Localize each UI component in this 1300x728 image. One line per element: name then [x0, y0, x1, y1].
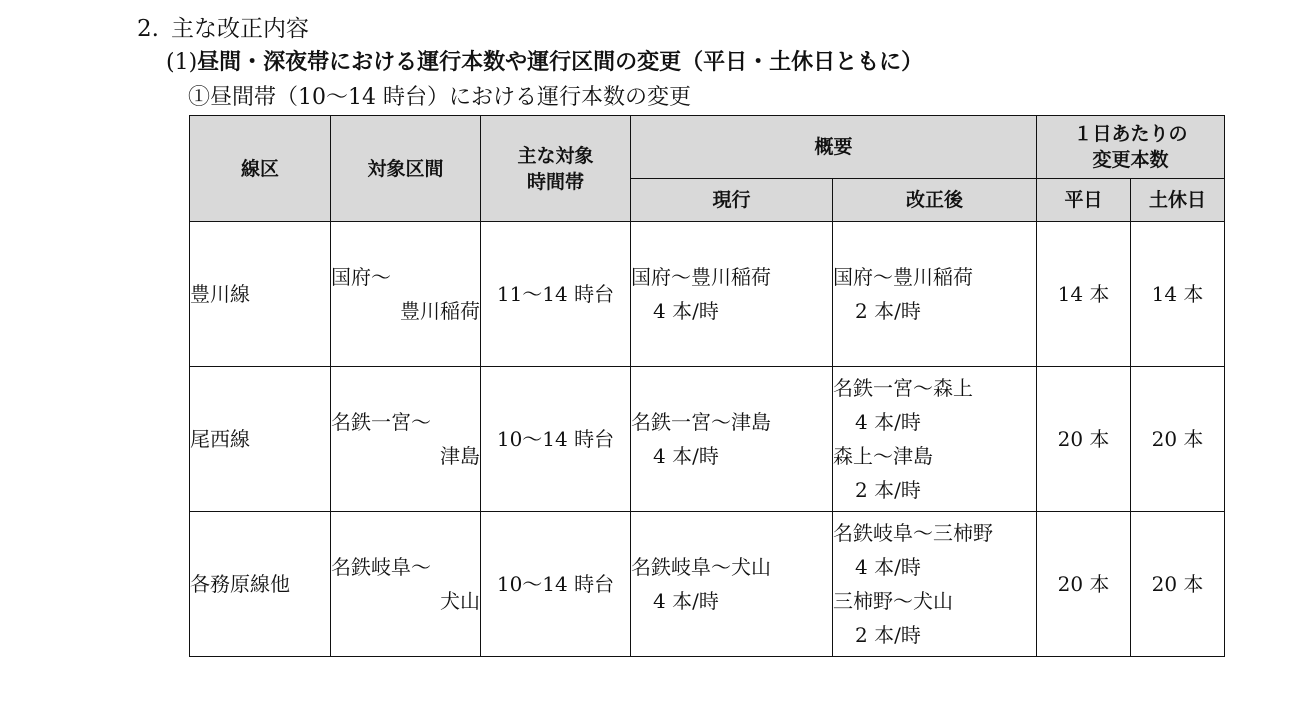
- current-route: 名鉄岐阜～犬山: [631, 555, 771, 579]
- cell-section: [331, 367, 481, 512]
- header-daily-line1: １日あたりの: [1073, 123, 1188, 145]
- timetable-changes-table: [189, 115, 1225, 657]
- revised-route: 国府～豊川稲荷: [833, 265, 973, 289]
- subsection-title: 昼間・深夜帯における運行本数や運行区間の変更（平日・土休日ともに）: [197, 50, 924, 75]
- cell-line: 豊川線: [190, 222, 331, 367]
- subsection-number: (1): [166, 50, 198, 75]
- section-number: 2.: [137, 16, 159, 42]
- revised-frequency: 4 本/時: [855, 410, 921, 434]
- cell-line: 各務原線他: [190, 512, 331, 657]
- cell-holiday-count: 14 本: [1131, 222, 1225, 367]
- cell-section: [331, 512, 481, 657]
- revised-frequency: 2 本/時: [855, 299, 921, 323]
- cell-hours: 10～14 時台: [481, 512, 631, 657]
- cell-weekday-count: 20 本: [1037, 512, 1131, 657]
- cell-hours: 10～14 時台: [481, 367, 631, 512]
- cell-line: 尾西線: [190, 367, 331, 512]
- header-holiday: 土休日: [1131, 179, 1225, 222]
- current-frequency: 4 本/時: [653, 299, 719, 323]
- cell-current: [631, 367, 833, 512]
- revised-route: 三柿野～犬山: [833, 589, 953, 613]
- header-daily-line2: 変更本数: [1092, 149, 1169, 171]
- header-daily-changes: [1037, 116, 1225, 179]
- header-hours-line1: 主な対象: [517, 144, 594, 167]
- cell-revised: [833, 367, 1037, 512]
- header-weekday: 平日: [1037, 179, 1131, 222]
- header-section: 対象区間: [331, 116, 481, 222]
- revised-frequency: 2 本/時: [855, 623, 921, 647]
- header-hours-line2: 時間帯: [526, 170, 584, 193]
- header-summary: 概要: [631, 116, 1037, 179]
- cell-revised: [833, 512, 1037, 657]
- cell-holiday-count: 20 本: [1131, 512, 1225, 657]
- cell-hours: 11～14 時台: [481, 222, 631, 367]
- table-row: [190, 367, 1225, 512]
- revised-route: 名鉄岐阜～三柿野: [833, 521, 993, 545]
- header-revised: 改正後: [833, 179, 1037, 222]
- cell-weekday-count: 20 本: [1037, 367, 1131, 512]
- header-current: 現行: [631, 179, 833, 222]
- cell-holiday-count: 20 本: [1131, 367, 1225, 512]
- header-hours: [481, 116, 631, 222]
- cell-current: [631, 512, 833, 657]
- section-heading: [137, 14, 309, 44]
- revised-frequency: 4 本/時: [855, 555, 921, 579]
- header-line: 線区: [190, 116, 331, 222]
- cell-weekday-count: 14 本: [1037, 222, 1131, 367]
- cell-section: [331, 222, 481, 367]
- subsection-heading: [166, 48, 923, 78]
- section-to: 豊川稲荷: [400, 299, 480, 323]
- current-route: 国府～豊川稲荷: [631, 265, 771, 289]
- header-row-1: [190, 116, 1225, 179]
- revised-frequency: 2 本/時: [855, 478, 921, 502]
- section-to: 犬山: [440, 589, 480, 613]
- section-to: 津島: [440, 444, 480, 468]
- revised-route: 森上～津島: [833, 444, 933, 468]
- item-heading: ①昼間帯（10～14 時台）における運行本数の変更: [188, 85, 691, 110]
- cell-revised: [833, 222, 1037, 367]
- section-from: 名鉄岐阜～: [331, 555, 431, 579]
- current-frequency: 4 本/時: [653, 444, 719, 468]
- current-route: 名鉄一宮～津島: [631, 410, 771, 434]
- section-from: 名鉄一宮～: [331, 410, 431, 434]
- section-from: 国府～: [331, 265, 391, 289]
- table-row: [190, 222, 1225, 367]
- table-row: [190, 512, 1225, 657]
- section-title: 主な改正内容: [170, 16, 309, 42]
- current-frequency: 4 本/時: [653, 589, 719, 613]
- cell-current: [631, 222, 833, 367]
- revised-route: 名鉄一宮～森上: [833, 376, 973, 400]
